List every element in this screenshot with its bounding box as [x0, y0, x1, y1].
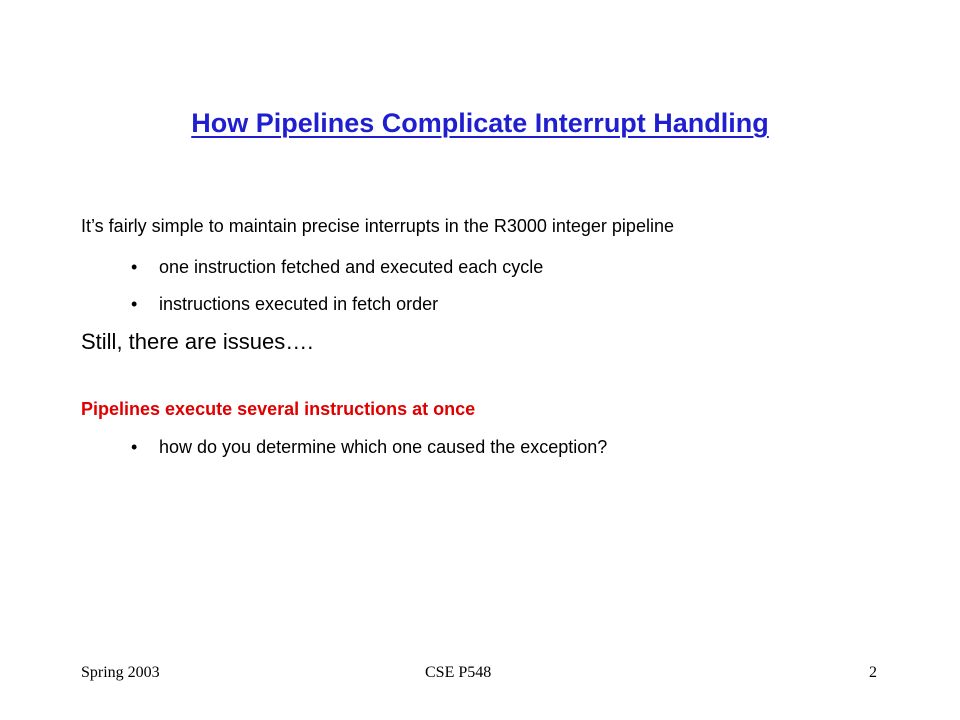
footer-page-number: 2 [869, 664, 877, 681]
bullet-glyph: • [131, 257, 138, 277]
bullet-glyph: • [131, 294, 138, 314]
highlight-paragraph-pipelines: Pipelines execute several instructions at once [81, 399, 476, 419]
bullet-text: how do you determine which one caused the exception? [159, 437, 608, 457]
body-paragraph-precise-interrupts: It’s fairly simple to maintain precise interrupts in the R3000 integer pipeline [81, 216, 674, 236]
bullet-text: one instruction fetched and executed each cycle [159, 257, 544, 277]
bullet-item-fetch-order [131, 294, 438, 315]
bullet-glyph: • [131, 437, 138, 457]
bullet-item-exception-question [131, 437, 607, 458]
bullet-text: instructions executed in fetch order [159, 294, 439, 314]
slide-title: How Pipelines Complicate Interrupt Handling [191, 108, 769, 138]
footer-date: Spring 2003 [81, 664, 160, 681]
bullet-item-one-instruction [131, 257, 543, 278]
footer-course: CSE P548 [425, 664, 492, 681]
body-paragraph-issues: Still, there are issues…. [81, 329, 314, 354]
